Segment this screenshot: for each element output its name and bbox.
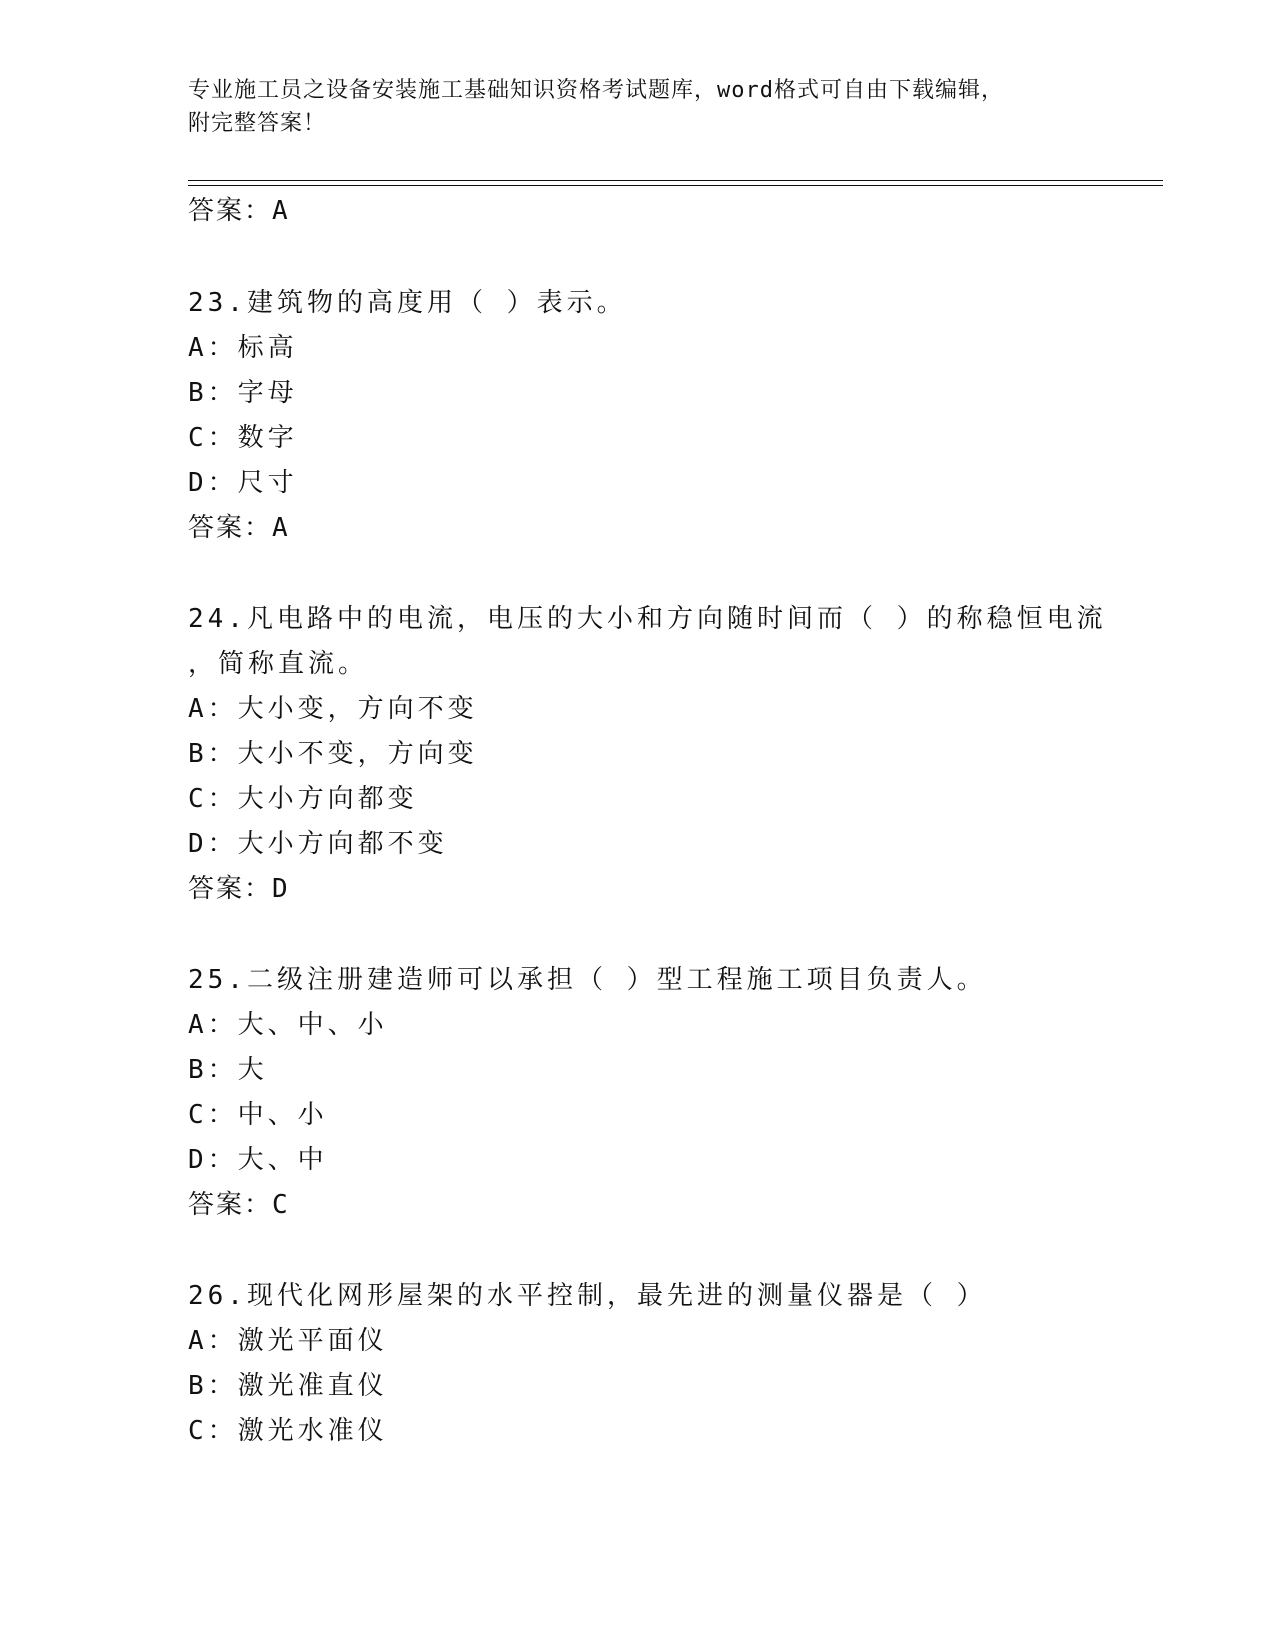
answer-value: A — [272, 513, 290, 543]
answer-value: C — [272, 1190, 290, 1220]
option-b: B：激光准直仪 — [188, 1371, 388, 1401]
answer-line — [188, 1184, 290, 1221]
answer-label: 答案： — [188, 1190, 273, 1220]
option-d: D：大小方向都不变 — [188, 829, 448, 859]
option-c: C：激光水准仪 — [188, 1416, 388, 1446]
header-line-2: 附完整答案！ — [188, 111, 327, 136]
option-c: C：大小方向都变 — [188, 784, 418, 814]
answer-line — [188, 190, 290, 227]
option-a: A：大、中、小 — [188, 1010, 388, 1040]
answer-value: A — [272, 196, 290, 226]
option-b: B：大小不变，方向变 — [188, 739, 478, 769]
header-divider-bottom — [188, 185, 1163, 186]
option-c: C：数字 — [188, 423, 298, 453]
option-b: B：字母 — [188, 378, 298, 408]
option-d: D：大、中 — [188, 1145, 328, 1175]
page-header — [188, 74, 1088, 140]
question-stem-continuation: ，简称直流。 — [188, 649, 369, 679]
answer-label: 答案： — [188, 196, 273, 226]
answer-line — [188, 868, 290, 905]
header-line-1: 专业施工员之设备安装施工基础知识资格考试题库，word格式可自由下载编辑， — [188, 78, 1004, 103]
option-b: B：大 — [188, 1055, 268, 1085]
question-stem: 23.建筑物的高度用（ ）表示。 — [188, 288, 627, 318]
header-divider-top — [188, 180, 1163, 181]
question-stem: 26.现代化网形屋架的水平控制，最先进的测量仪器是（ ） — [188, 1281, 987, 1311]
question-stem: 24.凡电路中的电流，电压的大小和方向随时间而（ ）的称稳恒电流 — [188, 604, 1107, 634]
answer-line — [188, 507, 290, 544]
question-stem: 25.二级注册建造师可以承担（ ）型工程施工项目负责人。 — [188, 965, 987, 995]
answer-value: D — [272, 874, 290, 904]
option-a: A：激光平面仪 — [188, 1326, 388, 1356]
option-a: A：标高 — [188, 333, 298, 363]
answer-label: 答案： — [188, 874, 273, 904]
option-c: C：中、小 — [188, 1100, 328, 1130]
answer-label: 答案： — [188, 513, 273, 543]
option-d: D：尺寸 — [188, 468, 298, 498]
option-a: A：大小变，方向不变 — [188, 694, 478, 724]
